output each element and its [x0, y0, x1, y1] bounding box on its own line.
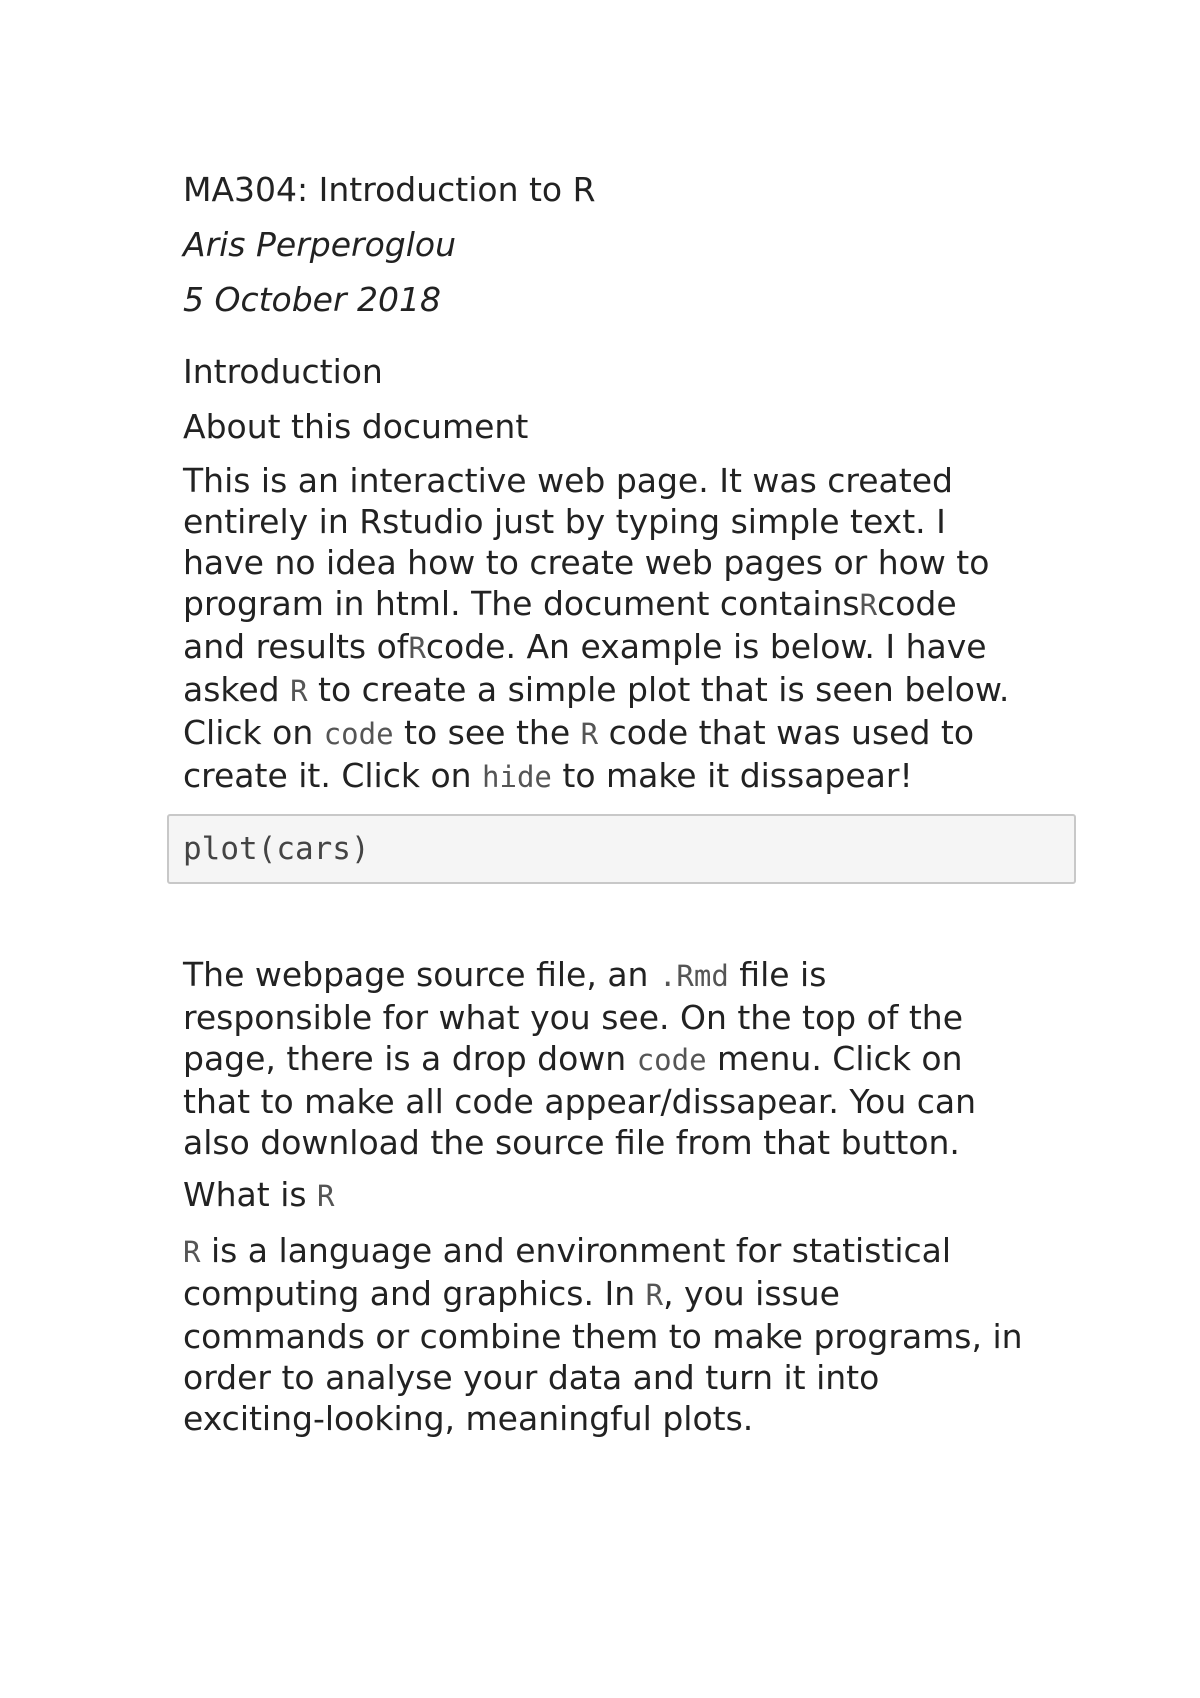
inline-code-code: code	[323, 717, 394, 751]
text-run: The webpage source file, an	[183, 955, 659, 994]
text-run: file is	[728, 955, 827, 994]
paragraph-line	[183, 997, 1083, 1038]
text-run: have no idea how to create web pages or how to	[183, 543, 990, 582]
text-run: code that was used to	[598, 713, 975, 752]
text-run: computing and graphics. In	[183, 1274, 646, 1313]
text-run: also download the source file from that button.	[183, 1123, 960, 1162]
paragraph-what-is-r	[183, 1230, 1083, 1439]
text-run: that to make all code appear/dissapear. You can	[183, 1082, 977, 1121]
text-run: menu. Click on	[706, 1039, 963, 1078]
heading-introduction: Introduction	[183, 352, 383, 391]
text-run: , you issue	[663, 1274, 840, 1313]
paragraph-line	[183, 1122, 1083, 1163]
paragraph-about	[183, 460, 1083, 798]
inline-code-code: code	[636, 1043, 707, 1077]
text-run: commands or combine them to make programs, in	[183, 1317, 1023, 1356]
inline-code-r: R	[645, 1278, 664, 1312]
inline-code-r: R	[183, 1235, 201, 1269]
code-block	[167, 814, 1076, 884]
paragraph-line	[183, 669, 1083, 712]
text-run: code	[877, 584, 957, 623]
text-run: responsible for what you see. On the top of the	[183, 998, 964, 1037]
text-run: entirely in Rstudio just by typing simple text. I	[183, 502, 946, 541]
inline-code-r: R	[580, 717, 599, 751]
inline-code-r: R	[317, 1179, 335, 1213]
text-run: exciting-looking, meaningful plots.	[183, 1399, 754, 1438]
text-run: and results of	[183, 627, 409, 666]
document-body	[183, 170, 1083, 1439]
paragraph-line	[183, 755, 1083, 798]
paragraph-line	[183, 1357, 1083, 1398]
paragraph-line	[183, 1316, 1083, 1357]
text-run: to see the	[393, 713, 581, 752]
paragraph-line	[183, 583, 1083, 626]
spacer	[183, 884, 1083, 954]
paragraph-line	[183, 1273, 1083, 1316]
paragraph-line	[183, 1230, 1083, 1273]
inline-code-r: R	[408, 631, 426, 665]
paragraph-line	[183, 1398, 1083, 1439]
inline-code-r: R	[859, 588, 878, 622]
text-run: to create a simple plot that is seen below.	[307, 670, 1010, 709]
text-run: asked	[183, 670, 291, 709]
heading-text: What is	[183, 1175, 318, 1214]
paragraph-line	[183, 542, 1083, 583]
text-run: create it. Click on	[183, 756, 483, 795]
inline-code-r: R	[290, 674, 308, 708]
inline-code-hide: hide	[482, 760, 552, 794]
paragraph-line	[183, 712, 1083, 755]
document-date: 5 October 2018	[183, 280, 442, 319]
paragraph-line	[183, 1038, 1083, 1081]
text-run: code. An example is below. I have	[425, 627, 987, 666]
text-run: to make it dissapear!	[551, 756, 913, 795]
paragraph-source-file	[183, 954, 1083, 1163]
text-run: page, there is a drop down	[183, 1039, 637, 1078]
document-author: Aris Perperoglou	[183, 225, 456, 264]
paragraph-line	[183, 460, 1083, 501]
heading-what-is-r	[183, 1175, 1083, 1216]
text-run: Click on	[183, 713, 324, 752]
text-run: is a language and environment for statistical	[200, 1231, 952, 1270]
code-block-content: plot(cars)	[183, 831, 370, 867]
paragraph-line	[183, 626, 1083, 669]
text-run: program in html. The document contains	[183, 584, 860, 623]
heading-about-this-document: About this document	[183, 407, 529, 446]
paragraph-line	[183, 1081, 1083, 1122]
text-run: This is an interactive web page. It was created	[183, 461, 953, 500]
paragraph-line	[183, 501, 1083, 542]
inline-code-rmd: .Rmd	[658, 959, 729, 993]
paragraph-line	[183, 954, 1083, 997]
document-title: MA304: Introduction to R	[183, 170, 596, 209]
text-run: order to analyse your data and turn it into	[183, 1358, 880, 1397]
